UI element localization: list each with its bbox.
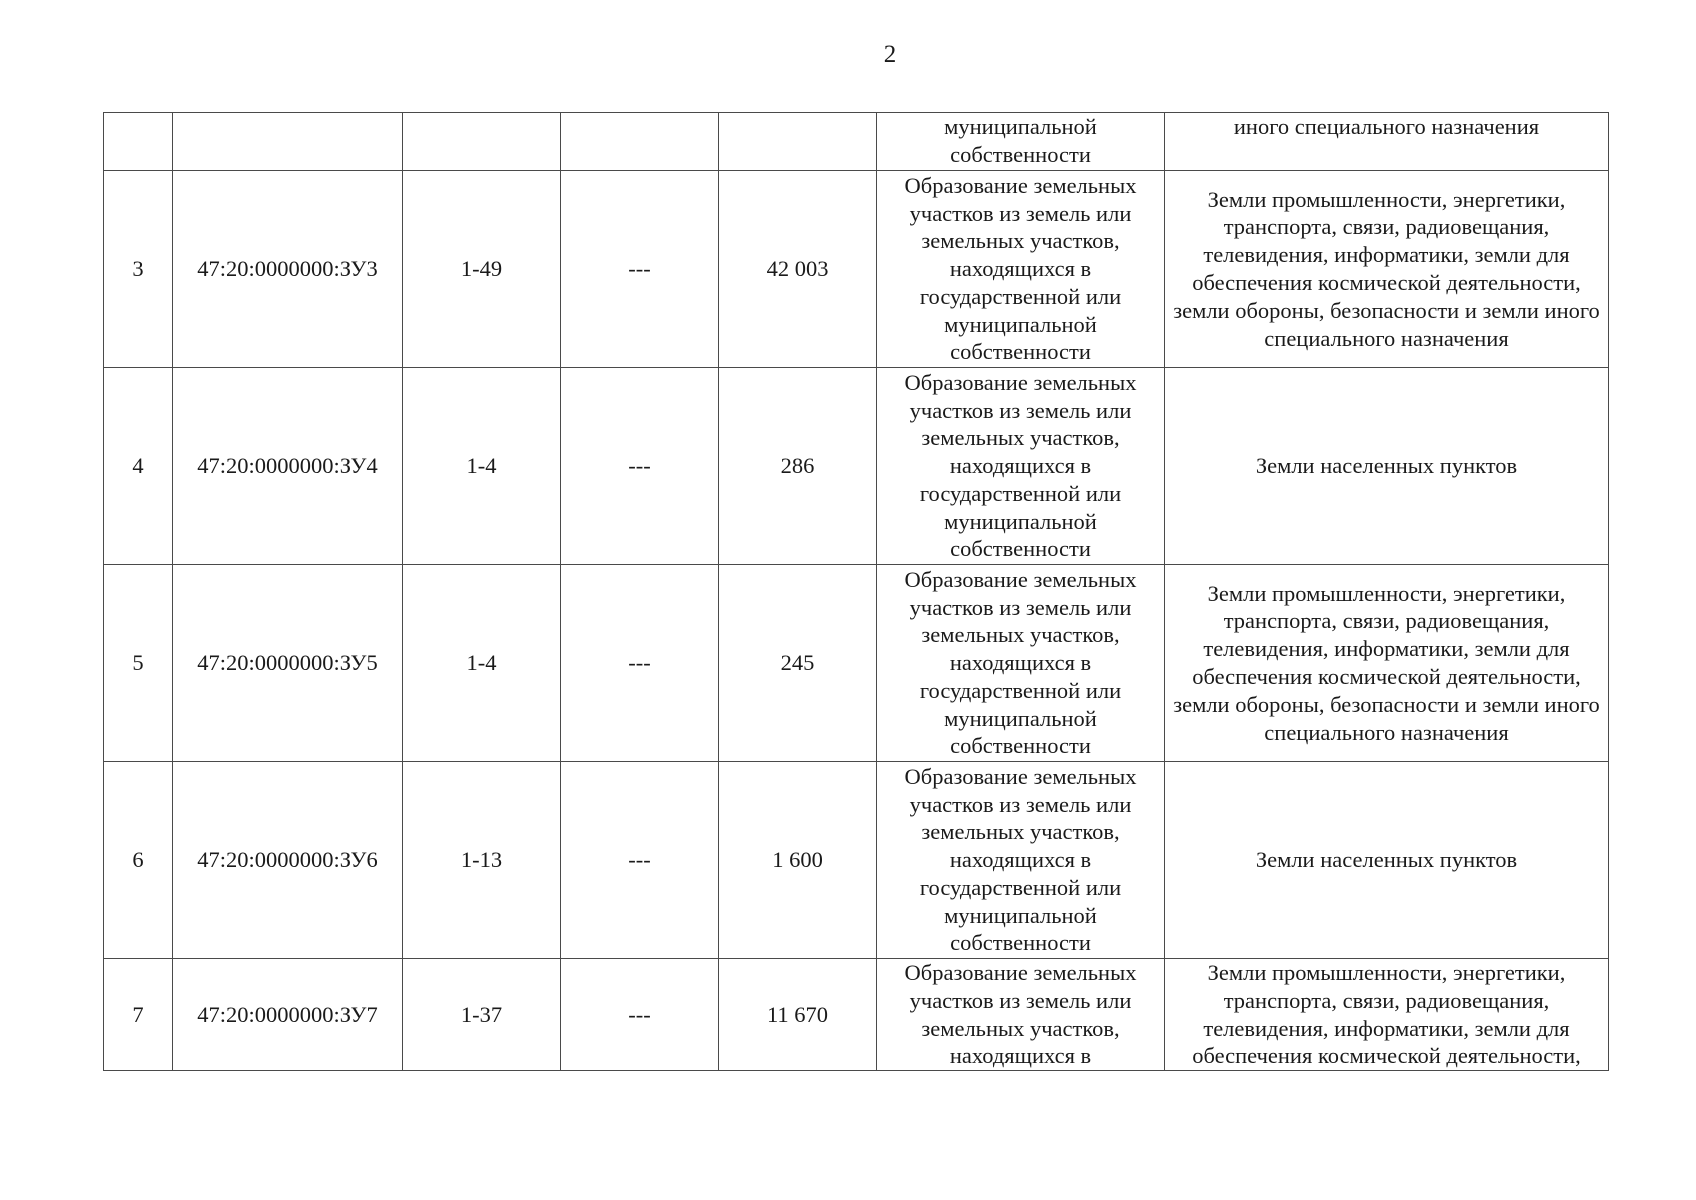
cadastral-number-cell: 47:20:0000000:ЗУ5	[173, 565, 403, 762]
existing-parcel-cell: ---	[561, 171, 719, 368]
land-category-cell: Земли промышленности, энергетики, транспорта, связи, радиовещания, телевидения, информатики, земли для обеспечения космической деятельности,	[1165, 959, 1609, 1071]
table-row	[104, 113, 1609, 171]
table-row	[104, 959, 1609, 1071]
row-number-cell	[104, 113, 173, 171]
area-cell: 245	[719, 565, 877, 762]
land-parcels-table	[103, 112, 1609, 1071]
existing-parcel-cell	[561, 113, 719, 171]
land-category-cell: Земли промышленности, энергетики, транспорта, связи, радиовещания, телевидения, информатики, земли для обеспечения космической деятельности, земли обороны, безопасности и земли иного специального назначения	[1165, 171, 1609, 368]
existing-parcel-cell: ---	[561, 565, 719, 762]
land-category-cell: Земли населенных пунктов	[1165, 368, 1609, 565]
cadastral-number-cell	[173, 113, 403, 171]
formation-method-cell: Образование земельных участков из земель или земельных участков, находящихся в государственной или муниципальной собственности	[877, 762, 1165, 959]
row-number-cell: 3	[104, 171, 173, 368]
area-cell: 286	[719, 368, 877, 565]
area-cell: 42 003	[719, 171, 877, 368]
cadastral-number-cell: 47:20:0000000:ЗУ3	[173, 171, 403, 368]
area-cell: 11 670	[719, 959, 877, 1071]
land-category-cell: иного специального назначения	[1165, 113, 1609, 171]
contour-range-cell: 1-4	[403, 565, 561, 762]
table-row	[104, 565, 1609, 762]
cadastral-number-cell: 47:20:0000000:ЗУ7	[173, 959, 403, 1071]
cadastral-number-cell: 47:20:0000000:ЗУ4	[173, 368, 403, 565]
table-row	[104, 762, 1609, 959]
row-number-cell: 4	[104, 368, 173, 565]
existing-parcel-cell: ---	[561, 368, 719, 565]
area-cell: 1 600	[719, 762, 877, 959]
existing-parcel-cell: ---	[561, 762, 719, 959]
contour-range-cell: 1-49	[403, 171, 561, 368]
row-number-cell: 7	[104, 959, 173, 1071]
formation-method-cell: Образование земельных участков из земель или земельных участков, находящихся в	[877, 959, 1165, 1071]
formation-method-cell: муниципальной собственности	[877, 113, 1165, 171]
table-row	[104, 368, 1609, 565]
formation-method-cell: Образование земельных участков из земель или земельных участков, находящихся в государственной или муниципальной собственности	[877, 368, 1165, 565]
existing-parcel-cell: ---	[561, 959, 719, 1071]
contour-range-cell: 1-13	[403, 762, 561, 959]
page-number: 2	[883, 41, 897, 68]
table-row	[104, 171, 1609, 368]
contour-range-cell: 1-37	[403, 959, 561, 1071]
formation-method-cell: Образование земельных участков из земель или земельных участков, находящихся в государственной или муниципальной собственности	[877, 565, 1165, 762]
row-number-cell: 6	[104, 762, 173, 959]
contour-range-cell	[403, 113, 561, 171]
land-category-cell: Земли населенных пунктов	[1165, 762, 1609, 959]
cadastral-number-cell: 47:20:0000000:ЗУ6	[173, 762, 403, 959]
contour-range-cell: 1-4	[403, 368, 561, 565]
land-category-cell: Земли промышленности, энергетики, транспорта, связи, радиовещания, телевидения, информатики, земли для обеспечения космической деятельности, земли обороны, безопасности и земли иного специального назначения	[1165, 565, 1609, 762]
row-number-cell: 5	[104, 565, 173, 762]
area-cell	[719, 113, 877, 171]
formation-method-cell: Образование земельных участков из земель или земельных участков, находящихся в государственной или муниципальной собственности	[877, 171, 1165, 368]
